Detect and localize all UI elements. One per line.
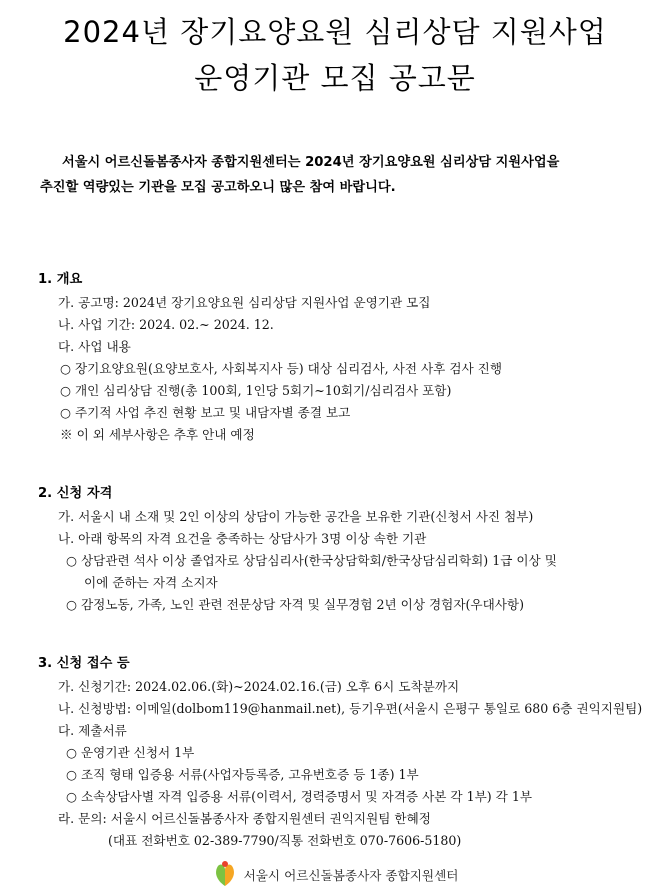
section-3-line-2: 나. 신청방법: 이메일(dolbom119@hanmail.net), 등기우편(서울시 은평구 통일로 680 6층 권익지원팀)	[58, 701, 643, 716]
logo-dot-red	[222, 861, 228, 867]
section-1-line-4: ○ 장기요양요원(요양보호사, 사회복지사 등) 대상 심리검사, 사전 사후 검사 진행	[60, 361, 502, 376]
organization-logo-icon	[212, 860, 238, 888]
logo-leaf-orange	[225, 865, 234, 886]
section-3-line-8: (대표 전화번호 02-389-7790/직통 전화번호 070-7606-5180)	[108, 833, 462, 848]
section-3-heading: 3. 신청 접수 등	[38, 656, 130, 671]
section-1-line-2: 나. 사업 기간: 2024. 02.~ 2024. 12.	[58, 317, 274, 332]
intro-paragraph	[40, 150, 640, 200]
section-3-line-4: ○ 운영기관 신청서 1부	[66, 745, 195, 760]
section-1-line-7: ※ 이 외 세부사항은 추후 안내 예정	[60, 427, 255, 442]
section-1-line-6: ○ 주기적 사업 추진 현황 보고 및 내담자별 종결 보고	[60, 405, 351, 420]
section-3-line-7: 라. 문의: 서울시 어르신돌봄종사자 종합지원센터 권익지원팀 한혜정	[58, 811, 431, 826]
section-1-line-5: ○ 개인 심리상담 진행(총 100회, 1인당 5회기~10회기/심리검사 포함)	[60, 383, 452, 398]
section-2-line-1: 가. 서울시 내 소재 및 2인 이상의 상담이 가능한 공간을 보유한 기관(신청서 사진 첨부)	[58, 509, 534, 524]
footer	[0, 858, 670, 890]
section-1-heading: 1. 개요	[38, 272, 83, 287]
section-2-line-3: ○ 상담관련 석사 이상 졸업자로 상담심리사(한국상담학회/한국상담심리학회) 1급 이상 및	[66, 553, 557, 568]
section-3-line-6: ○ 소속상담사별 자격 입증용 서류(이력서, 경력증명서 및 자격증 사본 각 1부) 각 1부	[66, 789, 533, 804]
section-1-line-3: 다. 사업 내용	[58, 339, 131, 354]
section-3-line-3: 다. 제출서류	[58, 723, 127, 738]
section-1-line-1: 가. 공고명: 2024년 장기요양요원 심리상담 지원사업 운영기관 모집	[58, 295, 431, 310]
footer-organization-name: 서울시 어르신돌봄종사자 종합지원센터	[243, 867, 459, 883]
section-3-line-1: 가. 신청기간: 2024.02.06.(화)~2024.02.16.(금) 오후 6시 도착분까지	[58, 679, 460, 694]
title-line-2: 운영기관 모집 공고문	[194, 61, 476, 95]
section-2-line-4: 이에 준하는 자격 소지자	[84, 575, 218, 590]
intro-line-2: 추진할 역량있는 기관을 모집 공고하오니 많은 참여 바랍니다.	[40, 180, 396, 195]
intro-line-1: 서울시 어르신돌봄종사자 종합지원센터는 2024년 장기요양요원 심리상담 지원사업을	[62, 155, 560, 170]
section-2-line-2: 나. 아래 항목의 자격 요건을 충족하는 상담사가 3명 이상 속한 기관	[58, 531, 427, 546]
title-line-1: 2024년 장기요양요원 심리상담 지원사업	[63, 15, 607, 49]
section-3-line-5: ○ 조직 형태 입증용 서류(사업자등록증, 고유번호증 등 1종) 1부	[66, 767, 419, 782]
logo-leaf-green	[216, 865, 225, 886]
section-2-line-5: ○ 감정노동, 가족, 노인 관련 전문상담 자격 및 실무경험 2년 이상 경험자(우대사항)	[66, 597, 525, 612]
section-2-heading: 2. 신청 자격	[38, 486, 113, 501]
